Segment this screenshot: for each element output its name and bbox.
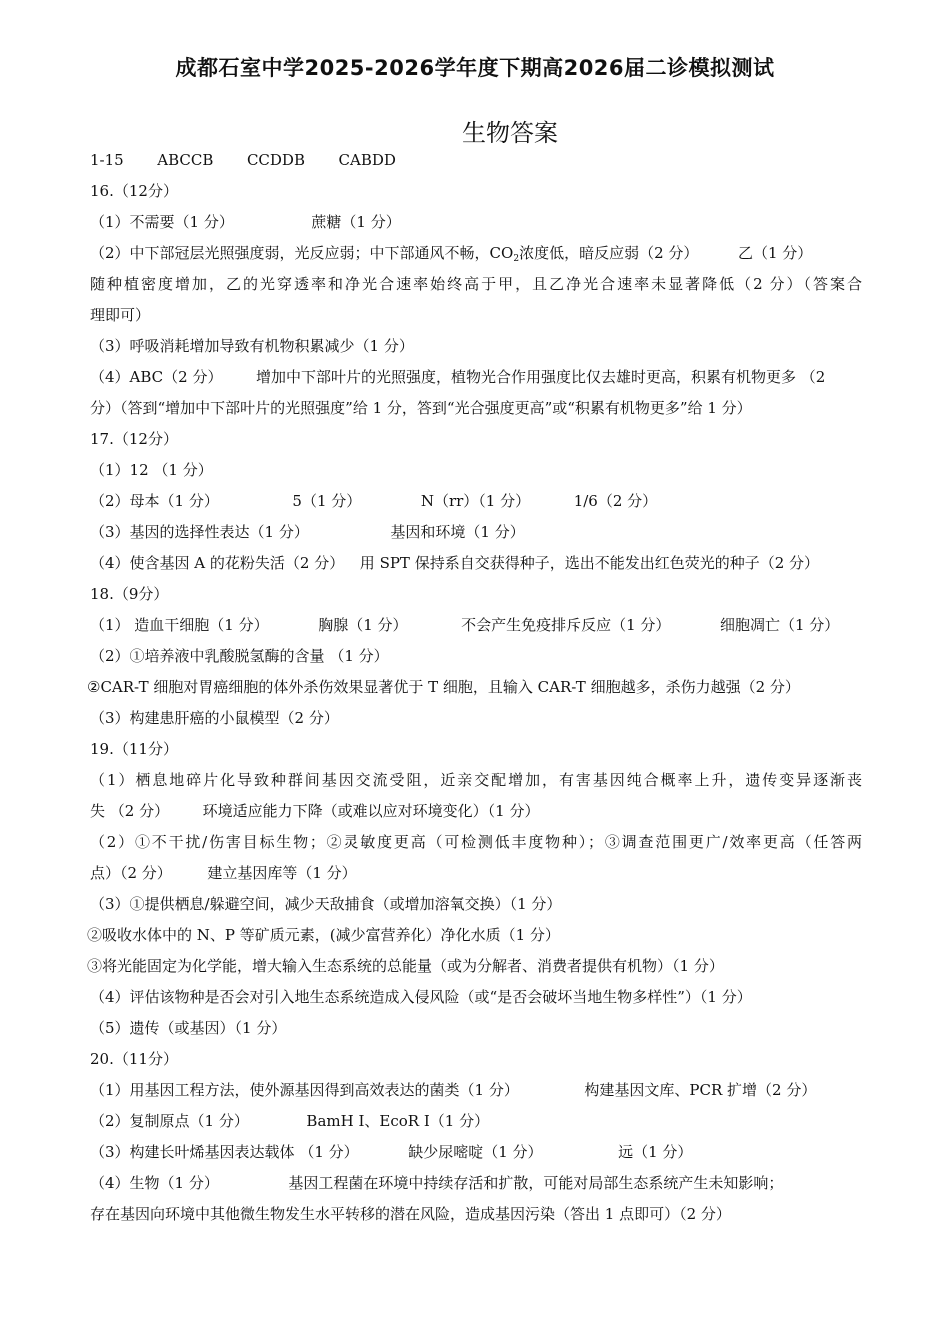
q16-part1: （1）不需要（1 分） 蔗糖（1 分） xyxy=(90,213,401,231)
mc-answers: 1-15 ABCCB CCDDB CABDD xyxy=(90,151,396,169)
q17-part3: （3）基因的选择性表达（1 分） 基因和环境（1 分） xyxy=(90,523,525,541)
q18-heading: 18.（9分） xyxy=(90,585,169,603)
q19-part1-cont: 失 （2 分） 环境适应能力下降（或难以应对环境变化）（1 分） xyxy=(90,802,540,820)
q19-heading: 19.（11分） xyxy=(90,740,178,758)
q17-part1: （1）12 （1 分） xyxy=(90,461,213,479)
q16-part4-cont: 分）（答到“增加中下部叶片的光照强度”给 1 分，答到“光合强度更高”或“积累有机物更多”给 1 分） xyxy=(90,399,752,417)
q16-heading: 16.（12分） xyxy=(90,182,178,200)
q18-part2: （2）①培养液中乳酸脱氢酶的含量 （1 分） xyxy=(90,647,389,665)
q18-part3: （3）构建患肝癌的小鼠模型（2 分） xyxy=(90,709,339,727)
page-subtitle: 生物答案 xyxy=(462,119,558,147)
q20-part4-cont: 存在基因向环境中其他微生物发生水平转移的潜在风险，造成基因污染（答出 1 点即可）（2 分） xyxy=(90,1205,731,1223)
q20-part1: （1）用基因工程方法，使外源基因得到高效表达的菌类（1 分） 构建基因文库、PCR 扩增（2 分） xyxy=(90,1081,817,1099)
q19-part5: （5）遗传（或基因）（1 分） xyxy=(90,1019,287,1037)
q20-part3: （3）构建长叶烯基因表达载体 （1 分） 缺少尿嘧啶（1 分） 远（1 分） xyxy=(90,1143,693,1161)
q19-part1: （1）栖息地碎片化导致种群间基因交流受阻，近亲交配增加，有害基因纯合概率上升，遗传变异逐渐丧 xyxy=(90,771,862,789)
q19-part3-c: ③将光能固定为化学能，增大输入生态系统的总能量（或为分解者、消费者提供有机物）（1 分） xyxy=(87,957,724,975)
q16-part3: （3）呼吸消耗增加导致有机物积累减少（1 分） xyxy=(90,337,414,355)
q16-part2-end: 理即可） xyxy=(90,306,151,324)
q19-part3: （3）①提供栖息/躲避空间，减少天敌捕食（或增加溶氧交换）（1 分） xyxy=(90,895,562,913)
q19-part4: （4）评估该物种是否会对引入地生态系统造成入侵风险（或“是否会破坏当地生物多样性”）（1 分） xyxy=(90,988,752,1006)
answer-content xyxy=(87,145,862,1230)
q18-part1: （1） 造血干细胞（1 分） 胸腺（1 分） 不会产生免疫排斥反应（1 分） 细胞凋亡（1 分） xyxy=(90,616,840,634)
q20-part4: （4）生物（1 分） 基因工程菌在环境中持续存活和扩散，可能对局部生态系统产生未知影响； xyxy=(90,1174,784,1192)
page-title: 成都石室中学2025-2026学年度下期高2026届二诊模拟测试 xyxy=(175,56,775,80)
q19-part3-b: ②吸收水体中的 N、P 等矿质元素，(减少富营养化）净化水质（1 分） xyxy=(87,926,560,944)
q20-part2: （2）复制原点（1 分） BamH I、EcoR I（1 分） xyxy=(90,1112,490,1130)
q18-part2-cont: ②CAR-T 细胞对胃癌细胞的体外杀伤效果显著优于 T 细胞，且输入 CAR-T 细胞越多，杀伤力越强（2 分） xyxy=(87,678,800,696)
q20-heading: 20.（11分） xyxy=(90,1050,178,1068)
q17-part2: （2）母本（1 分） 5（1 分） N（rr）（1 分） 1/6（2 分） xyxy=(90,492,658,510)
q16-part4: （4）ABC（2 分） 增加中下部叶片的光照强度，植物光合作用强度比仅去雄时更高，积累有机物更多 （2 xyxy=(90,368,826,386)
q19-part2: （2）①不干扰/伤害目标生物；②灵敏度更高（可检测低丰度物种）；③调查范围更广/效率更高（任答两 xyxy=(90,833,862,851)
q16-part2: （2）中下部冠层光照强度弱，光反应弱；中下部通风不畅，$CO_2$浓度低，暗反应弱（2 分） 乙（1 分） xyxy=(90,244,813,264)
q16-part2-cont: 随种植密度增加，乙的光穿透率和净光合速率始终高于甲，且乙净光合速率未显著降低（2 分）（答案合 xyxy=(90,275,862,293)
q19-part2-cont: 点）（2 分） 建立基因库等（1 分） xyxy=(90,864,357,882)
q17-part4: （4）使含基因 A 的花粉失活（2 分） 用 SPT 保持系自交获得种子，选出不能发出红色荧光的种子（2 分） xyxy=(90,554,820,572)
q17-heading: 17.（12分） xyxy=(90,430,178,448)
